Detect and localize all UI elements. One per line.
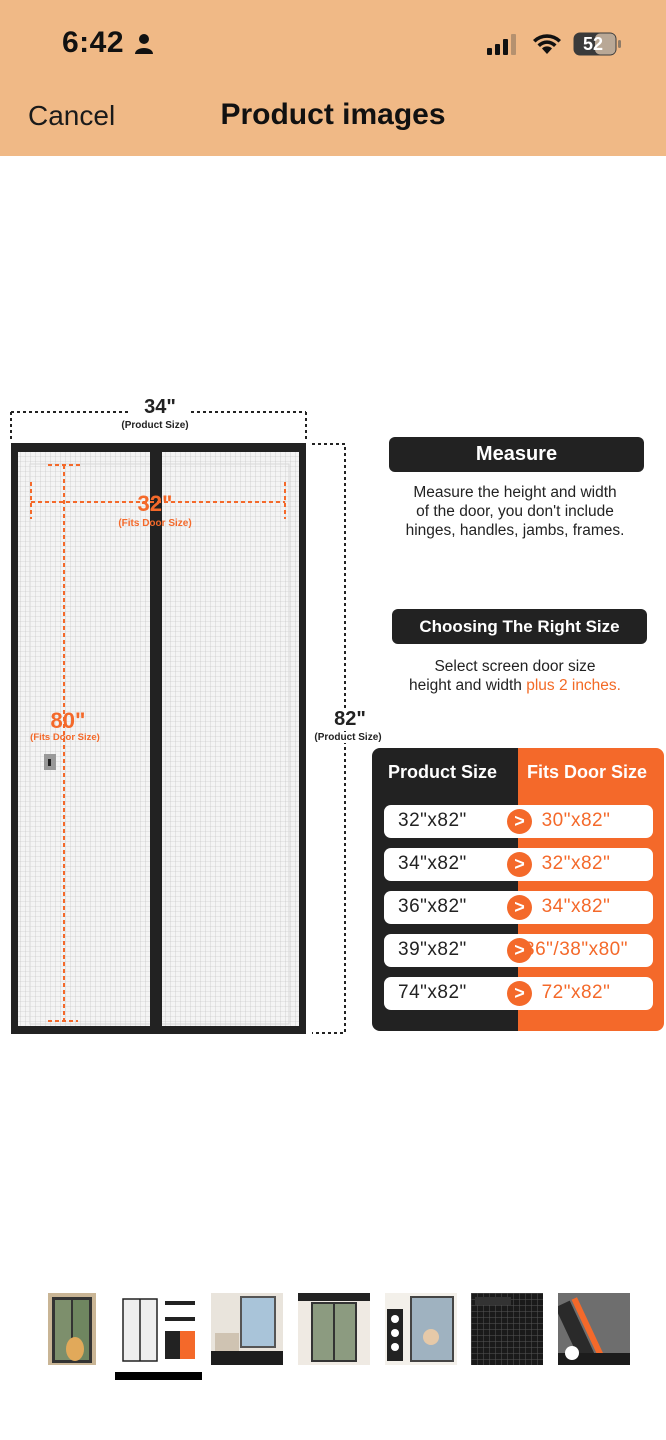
thumbnail-3[interactable]	[211, 1293, 283, 1365]
thumbnail-6[interactable]	[471, 1293, 543, 1365]
arrow-icon: >	[507, 981, 532, 1006]
more-durable-thumbnail-icon	[471, 1293, 543, 1365]
table-row: 34"x82" > 32"x82"	[384, 848, 653, 881]
status-time: 6:42	[62, 26, 125, 59]
inner-height-value: 80"	[50, 708, 86, 733]
auto-closing-thumbnail-icon	[558, 1293, 630, 1365]
inner-height-label: (Fits Door Size)	[30, 732, 100, 743]
page-title: Product images	[220, 98, 446, 131]
product-image[interactable]	[0, 156, 666, 1276]
top-dimension-value: 34"	[130, 396, 190, 419]
measure-heading: Measure	[389, 437, 644, 472]
table-row: 74"x82" > 72"x82"	[384, 977, 653, 1010]
door-with-dog-thumbnail-icon	[48, 1293, 96, 1365]
inner-width-value: 32"	[137, 491, 173, 516]
thumbnail-7[interactable]	[558, 1293, 630, 1365]
arrow-icon: >	[507, 895, 532, 920]
choosing-text: Select screen door size height and width plus 2 inches.	[409, 658, 621, 694]
wifi-icon	[531, 32, 563, 56]
thumbnail-2[interactable]	[117, 1293, 201, 1365]
table-row: 32"x82" > 30"x82"	[384, 805, 653, 838]
arrow-icon: >	[507, 938, 532, 963]
arrow-icon: >	[507, 852, 532, 877]
arrow-icon: >	[507, 809, 532, 834]
thumbnail-4[interactable]	[298, 1293, 370, 1365]
size-chart-thumbnail-icon	[117, 1293, 201, 1365]
cancel-button[interactable]: Cancel	[28, 100, 116, 131]
size-table	[372, 748, 664, 1031]
living-room-thumbnail-icon	[211, 1293, 283, 1365]
thumbnail-1[interactable]	[48, 1293, 96, 1365]
table-row: 36"x82" > 34"x82"	[384, 891, 653, 924]
keep-insects-out-thumbnail-icon	[298, 1293, 370, 1365]
thumbnail-5[interactable]	[385, 1293, 457, 1365]
outer-height-value: 82"	[322, 708, 378, 731]
thumbnail-strip	[0, 1290, 666, 1380]
header-bar	[0, 0, 666, 156]
inner-width-label: (Fits Door Size)	[118, 518, 192, 529]
battery-level: 52	[582, 34, 604, 54]
person-icon	[134, 33, 154, 55]
selected-thumbnail-indicator	[115, 1372, 202, 1380]
table-row: 39"x82" > 36"/38"x80"	[384, 934, 653, 967]
outer-height-label: (Product Size)	[306, 732, 390, 743]
top-dimension-label: (Product Size)	[121, 420, 189, 431]
kid-pet-friendly-thumbnail-icon	[385, 1293, 457, 1365]
signal-icon	[487, 33, 521, 55]
table-header-product: Product Size	[388, 762, 498, 782]
choosing-heading: Choosing The Right Size	[392, 609, 647, 644]
table-header-fits: Fits Door Size	[527, 762, 648, 782]
measure-text: Measure the height and width of the door, you don't include hinges, handles, jambs, frames.	[405, 484, 625, 539]
